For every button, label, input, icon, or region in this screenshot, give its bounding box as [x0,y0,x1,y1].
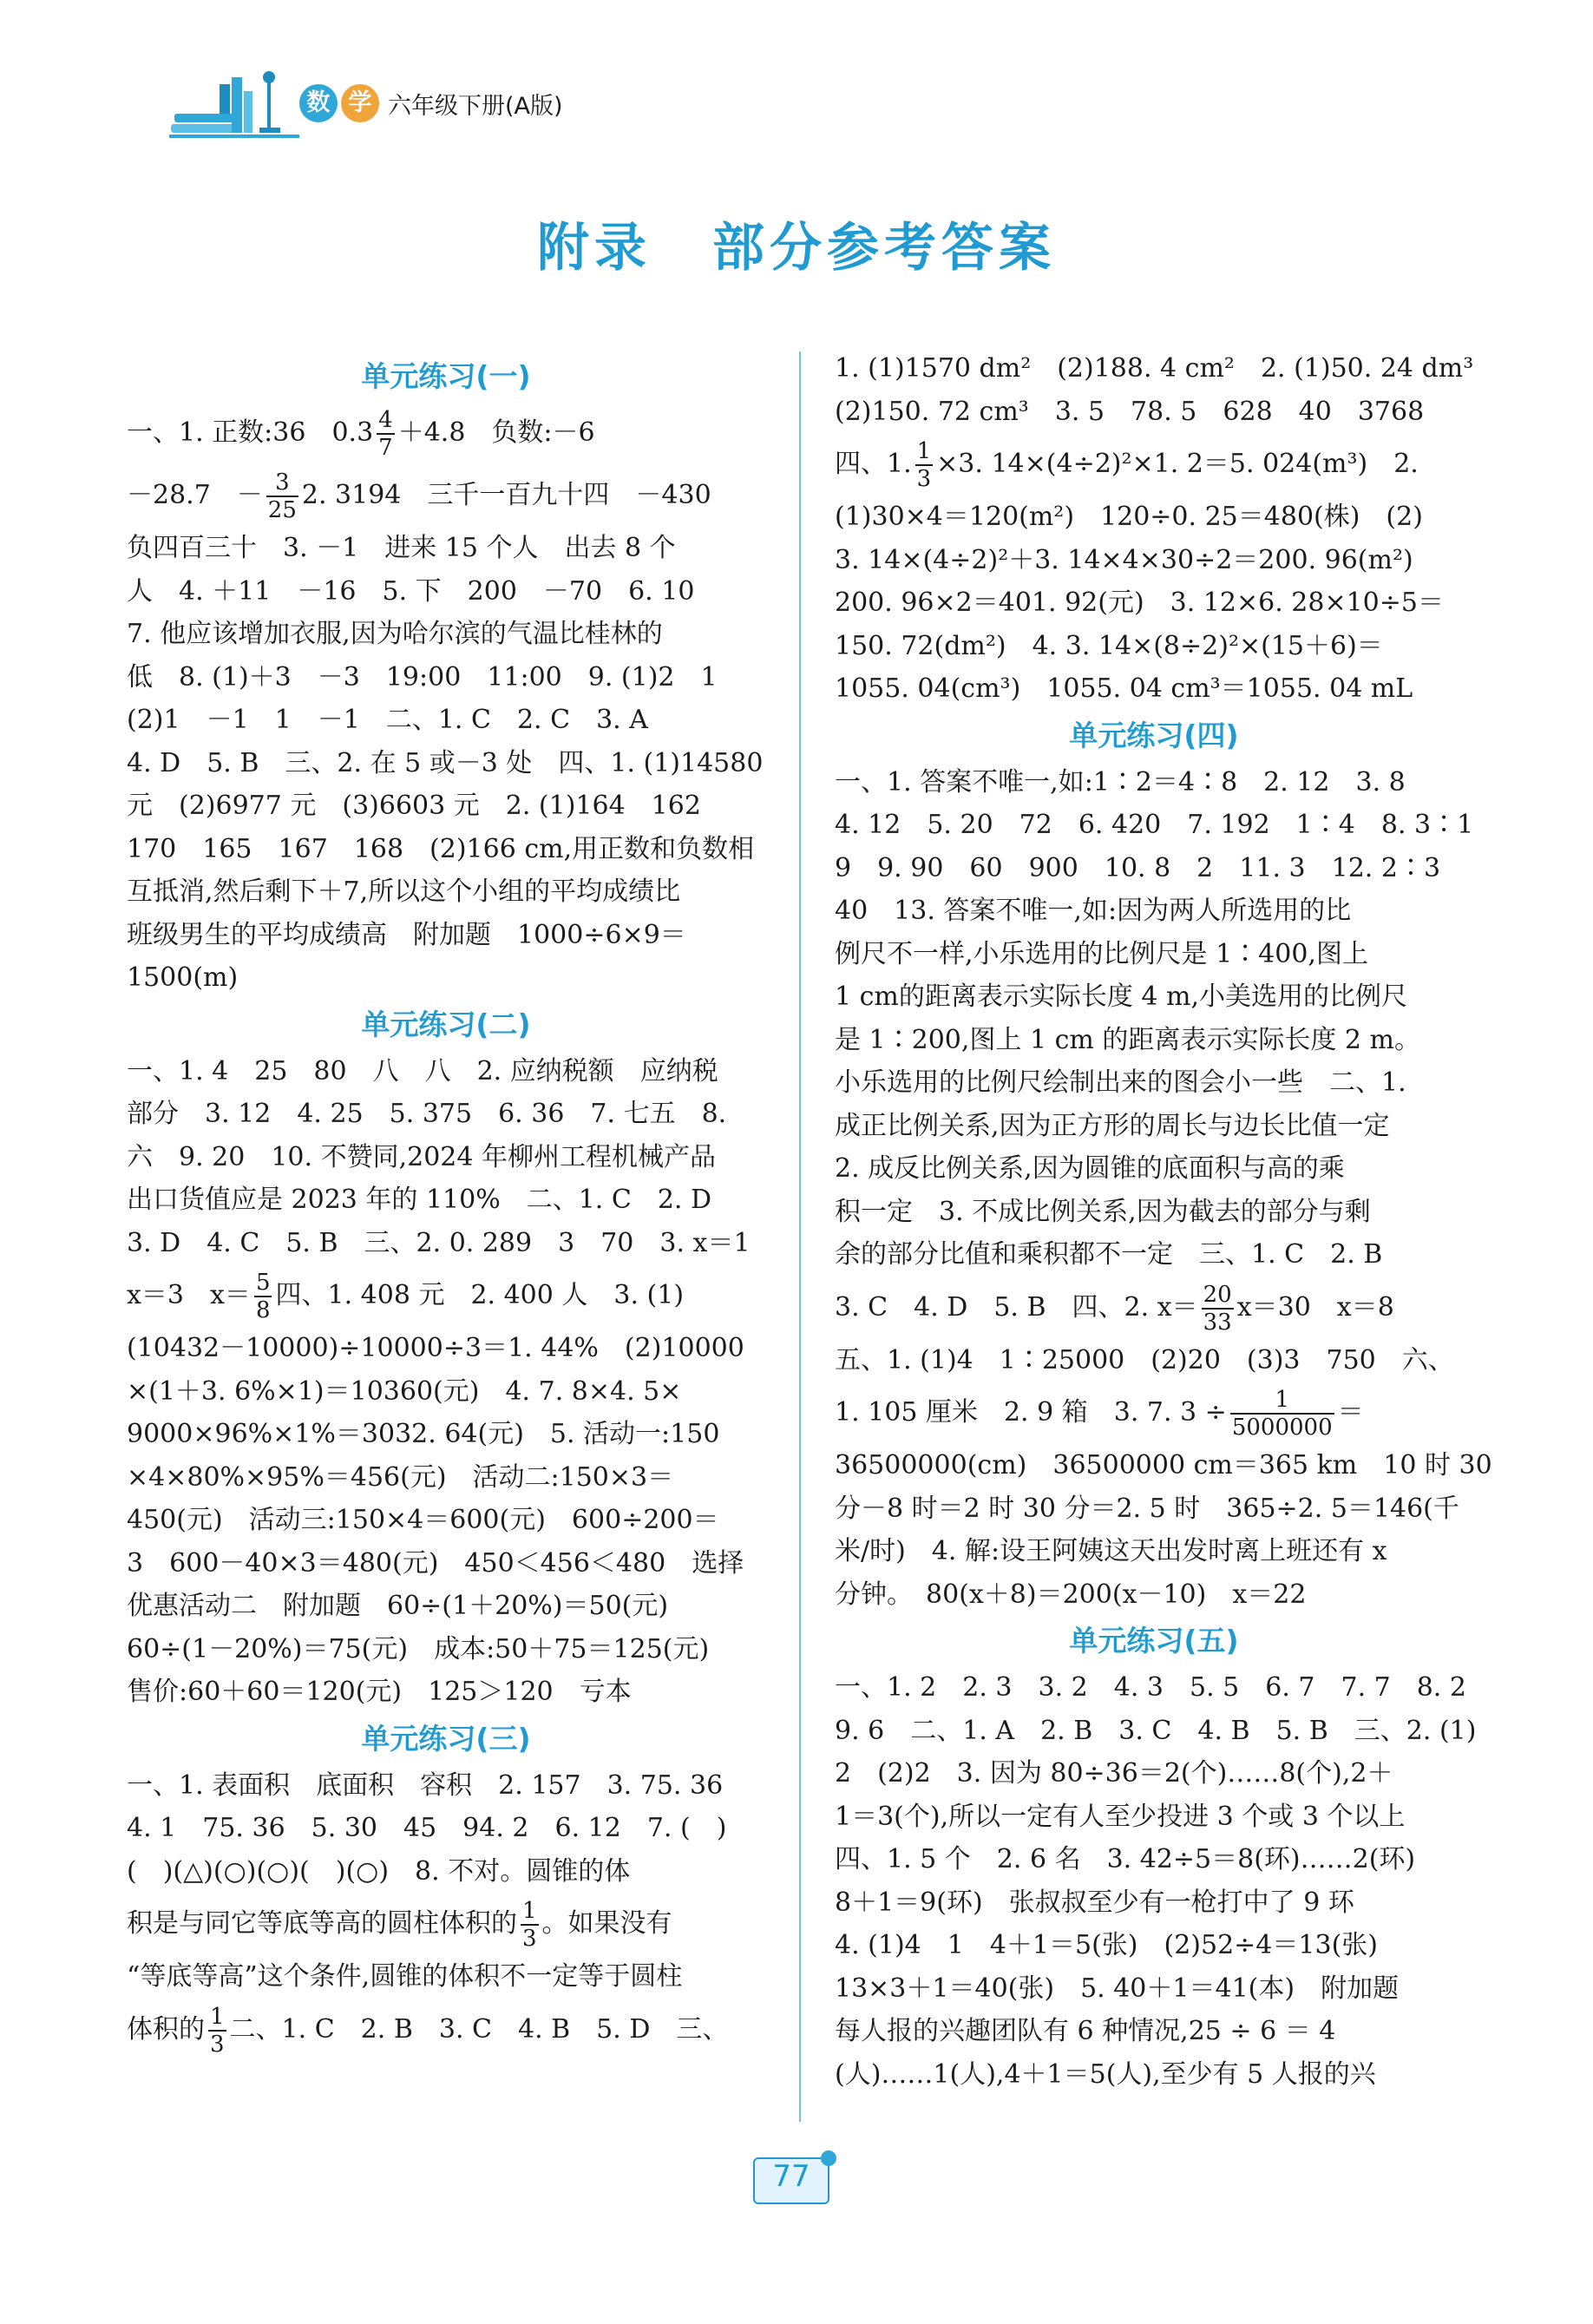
book-header [169,65,690,152]
text-line: 班级男生的平均成绩高 附加题 1000÷6×9＝ [127,919,686,950]
left-column [127,351,765,2061]
text-line: 优惠活动二 附加题 60÷(1＋20%)＝50(元) [127,1591,669,1621]
text-line: 8＋1＝9(环) 张叔叔至少有一枪打中了 9 环 [835,1887,1354,1918]
fraction: $\frac{4}{7}$ [378,407,393,461]
text-line: 40 13. 答案不唯一,如:因为两人所选用的比 [835,896,1352,926]
fraction: $\frac{20}{33}$ [1203,1281,1232,1336]
text-line: ×(1＋3. 6%×1)＝10360(元) 4. 7. 8×4. 5× [127,1375,682,1407]
title-appendix: 附录 [537,218,652,279]
text-line: 3. C 4. D 5. B 四、2. x＝ $\frac{20}{33}$ x＝30 x＝8 [835,1281,1394,1336]
books-lamp-logo-icon [169,65,299,148]
text-line: (人)……1(人),4＋1＝5(人),至少有 5 人报的兴 [835,2058,1376,2090]
text-line: 1＝3(个),所以一定有人至少投进 3 个或 3 个以上 [835,1801,1406,1832]
section-heading: 单元练习(四) [1069,718,1239,752]
text-line: 一、1. 4 25 80 八 八 2. 应纳税额 应纳税 [127,1055,718,1087]
text-line: 互抵消,然后剩下＋7,所以这个小组的平均成绩比 [127,876,681,907]
apple-icon [821,2150,836,2166]
text-line: 60÷(1－20%)＝75(元) 成本:50＋75＝125(元) [127,1633,710,1664]
text-line: 13×3＋1＝40(张) 5. 40＋1＝41(本) 附加题 [835,1973,1400,2004]
text-line: “等底等高”这个条件,圆锥的体积不一定等于圆柱 [127,1961,683,1992]
text-line: 150. 72(dm²) 4. 3. 14×(8÷2)²×(15＋6)＝ [835,630,1383,661]
text-line: 9. 6 二、1. A 2. B 3. C 4. B 5. B 三、2. (1) [835,1715,1477,1746]
text-line: 4. (1)4 1 4＋1＝5(张) (2)52÷4＝13(张) [835,1930,1378,1960]
text-line: 米/时) 4. 解:设王阿姨这天出发时离上班还有 x [835,1536,1387,1566]
text-line: 积是与同它等底等高的圆柱体积的 $\frac{1}{3}$ 。如果没有 [127,1898,672,1952]
text-line: 2. 成反比例关系,因为圆锥的底面积与高的乘 [835,1153,1345,1184]
text-line: 出口货值应是 2023 年的 110% 二、1. C 2. D [127,1185,712,1215]
section-heading: 单元练习(一) [361,359,531,393]
text-line: 分－8 时＝2 时 30 分＝2. 5 时 365÷2. 5＝146(千 [835,1493,1459,1524]
text-line: 低 8. (1)＋3 －3 19:00 11:00 9. (1)2 1 [127,661,718,693]
page-number-badge [753,2150,836,2203]
text-line: (2)1 －1 1 －1 二、1. C 2. C 3. A [127,705,648,735]
text-line: 450(元) 活动三:150×4＝600(元) 600÷200＝ [127,1505,719,1535]
text-line: 1. 105 厘米 2. 9 箱 3. 7. 3 ÷ $\frac{1}{5000000}$ ＝ [835,1387,1364,1441]
text-line: 36500000(cm) 36500000 cm＝365 km 10 时 30 [835,1450,1492,1480]
text-line: 四、1. 5 个 2. 6 名 3. 42÷5＝8(环)……2(环) [835,1844,1416,1874]
text-line: 余的部分比值和乘积都不一定 三、1. C 2. B [835,1239,1383,1270]
text-line: 四、1. $\frac{1}{3}$ ×3. 14×(4÷2)²×1. 2＝5. 024(m³) 2. [835,438,1419,492]
page-number: 77 [772,2159,810,2194]
fraction: $\frac{5}{8}$ [255,1270,271,1323]
text-line: ( )(△)(○)(○)( )(○) 8. 不对。圆锥的体 [127,1855,631,1887]
text-line: 售价:60＋60＝120(元) 125＞120 亏本 [127,1677,632,1707]
text-line: 一、1. 正数:36 0.3 $\frac{4}{7}$ ＋4.8 负数:－6 [127,407,595,461]
text-line: 分钟。 80(x＋8)＝200(x－10) x＝22 [835,1579,1307,1610]
text-line: x＝3 x＝ $\frac{5}{8}$ 四、1. 408 元 2. 400 人 3. (1) [127,1270,685,1323]
text-line: 7. 他应该增加衣服,因为哈尔滨的气温比桂林的 [127,619,663,649]
column-divider [799,351,801,2122]
fraction: $\frac{1}{3}$ [916,438,932,492]
text-line: 人 4. ＋11 －16 5. 下 200 －70 6. 10 [127,575,695,607]
text-line: 一、1. 2 2. 3 3. 2 4. 3 5. 5 6. 7 7. 7 8. 2 [835,1672,1466,1703]
text-line: 是 1∶200,图上 1 cm 的距离表示实际长度 2 m。 [835,1024,1420,1055]
text-line: 4. 1 75. 36 5. 30 45 94. 2 6. 12 7. ( ) [127,1813,727,1843]
text-line: －28.7 － $\frac{3}{25}$ 2. 3194 三千一百九十四 －430 [127,469,711,523]
text-line: 3 600－40×3＝480(元) 450＜456＜480 选择 [127,1547,744,1579]
text-line: 元 (2)6977 元 (3)6603 元 2. (1)164 162 [127,791,701,821]
text-line: 1500(m) [127,962,239,993]
text-line: 170 165 167 168 (2)166 cm,用正数和负数相 [127,833,755,864]
fraction: $\frac{1}{3}$ [522,1898,537,1952]
text-line: 1. (1)1570 dm² (2)188. 4 cm² 2. (1)50. 24 dm³ [835,353,1474,384]
text-line: 3. D 4. C 5. B 三、2. 0. 289 3 70 3. x＝1 [127,1227,751,1258]
text-line: 3. 14×(4÷2)²＋3. 14×4×30÷2＝200. 96(m²) [835,544,1413,575]
math-badge-1: 数 [299,84,338,122]
text-line: 积一定 3. 不成比例关系,因为截去的部分与剩 [835,1196,1371,1227]
text-line: 9 9. 90 60 900 10. 8 2 11. 3 12. 2∶3 [835,852,1441,883]
text-line: 负四百三十 3. －1 进来 15 个人 出去 8 个 [127,533,676,563]
text-line: 一、1. 答案不唯一,如:1∶2＝4∶8 2. 12 3. 8 [835,766,1406,798]
text-line: 成正比例关系,因为正方形的周长与边长比值一定 [835,1110,1390,1141]
text-line: 1 cm的距离表示实际长度 4 m,小美选用的比例尺 [835,981,1408,1012]
text-line: 1055. 04(cm³) 1055. 04 cm³＝1055. 04 mL [835,673,1413,704]
text-line: 例尺不一样,小乐选用的比例尺是 1∶400,图上 [835,938,1368,969]
math-badge-2: 学 [341,84,379,122]
text-line: 小乐选用的比例尺绘制出来的图会小一些 二、1. [835,1067,1406,1098]
text-line: 4. D 5. B 三、2. 在 5 或－3 处 四、1. (1)14580 [127,747,764,778]
page-title [0,207,1593,281]
text-line: 2 (2)2 3. 因为 80÷36＝2(个)……8(个),2＋ [835,1758,1393,1789]
text-line: 六 9. 20 10. 不赞同,2024 年柳州工程机械产品 [127,1141,716,1172]
fraction: $\frac{1}{5000000}$ [1231,1387,1333,1441]
grade-label: 六年级下册(A版) [388,92,563,120]
text-line: 200. 96×2＝401. 92(元) 3. 12×6. 28×10÷5＝ [835,588,1444,618]
text-line: (10432－10000)÷10000÷3＝1. 44% (2)10000 [127,1333,744,1363]
title-answers: 部分参考答案 [712,218,1056,279]
text-line: 体积的 $\frac{1}{3}$ 二、1. C 2. B 3. C 4. B 5. D 三、 [127,2003,729,2058]
text-line: 每人报的兴趣团队有 6 种情况,25 ÷ 6 ＝ 4 [835,2016,1336,2046]
text-line: 4. 12 5. 20 72 6. 420 7. 192 1∶4 8. 3∶1 [835,810,1474,840]
text-line: 9000×96%×1%＝3032. 64(元) 5. 活动一:150 [127,1419,720,1449]
text-line: 部分 3. 12 4. 25 5. 375 6. 36 7. 七五 8. [127,1099,727,1129]
text-line: 一、1. 表面积 底面积 容积 2. 157 3. 75. 36 [127,1769,724,1801]
text-line: 五、1. (1)4 1∶25000 (2)20 (3)3 750 六、 [835,1344,1454,1375]
text-line: (2)150. 72 cm³ 3. 5 78. 5 628 40 3768 [835,396,1425,427]
text-line: ×4×80%×95%＝456(元) 活动二:150×3＝ [127,1461,674,1493]
fraction: $\frac{1}{3}$ [210,2003,225,2058]
section-heading: 单元练习(二) [361,1007,531,1041]
fraction: $\frac{3}{25}$ [267,469,297,523]
right-column [835,347,1492,2096]
text-line: (1)30×4＝120(m²) 120÷0. 25＝480(株) (2) [835,502,1423,532]
section-heading: 单元练习(五) [1069,1624,1239,1658]
section-heading: 单元练习(三) [361,1721,531,1756]
